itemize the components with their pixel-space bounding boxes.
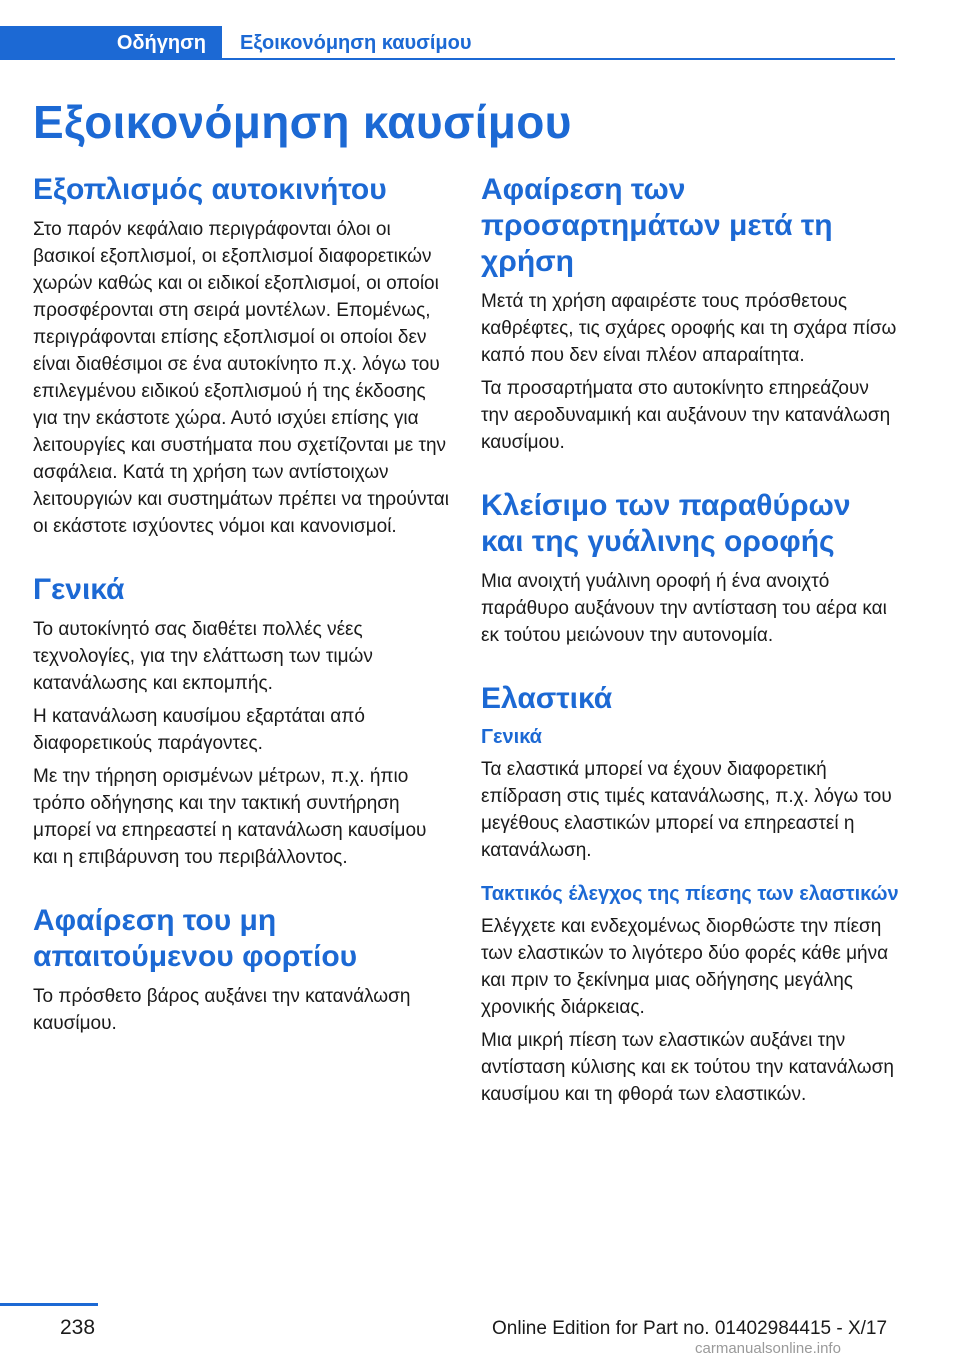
general-text-2: Η κατανάλωση καυσίμου εξαρτάται από διαφορετικούς παράγοντες. <box>33 706 365 754</box>
heading-general: Γενικά <box>33 573 125 606</box>
heading-equipment: Εξοπλισμός αυτοκινήτου <box>33 173 387 206</box>
heading-remove-attachments: Αφαίρεση των προσαρτημάτων μετά τη χρήση <box>481 173 833 278</box>
page-number: 238 <box>60 1316 96 1339</box>
remove-load-text: Το πρόσθετο βάρος αυξάνει την κατανάλωση καυσίμου. <box>33 986 411 1034</box>
attachments-text-2: Τα προσαρτήματα στο αυτοκίνητο επηρεάζουν την αεροδυναμική και αυξάνουν την κατανάλωση καυσίμου. <box>481 378 891 453</box>
general-text-1: Το αυτοκίνητό σας διαθέτει πολλές νέες τεχνολογίες, για την ελάττωση των τιμών κατανάλωσης και εκπομπής. <box>33 619 373 694</box>
heading-tyres-general: Γενικά <box>481 726 542 748</box>
tab-fuel-saving-label: Εξοικονόμηση καυσίμου <box>240 31 472 54</box>
tab-driving-label: Οδήγηση <box>116 31 206 54</box>
edition-note: Online Edition for Part no. 01402984415 - X/17 <box>492 1318 888 1339</box>
tab-underline <box>222 58 895 60</box>
page-title: Εξοικονόμηση καυσίμου <box>33 96 572 148</box>
tab-fuel-saving[interactable] <box>240 26 471 60</box>
attachments-text-1: Μετά τη χρήση αφαιρέστε τους πρόσθετους καθρέφτες, τις σχάρες οροφής και τη σχάρα πίσω καπό που δεν είναι πλέον απαραίτητα. <box>481 291 897 366</box>
tyres-text-3: Μια μικρή πίεση των ελαστικών αυξάνει την αντίσταση κύλισης και εκ τούτου την κατανάλωση καυσίμου και τη φθορά των ελαστικών. <box>481 1030 894 1105</box>
footer-rule <box>0 1303 98 1306</box>
tab-driving[interactable] <box>0 26 222 60</box>
right-column <box>481 172 899 1114</box>
windows-text: Μια ανοιχτή γυάλινη οροφή ή ένα ανοιχτό παράθυρο αυξάνουν την αντίσταση του αέρα και εκ τούτου μειώνουν την αυτονομία. <box>481 571 887 646</box>
equipment-text: Στο παρόν κεφάλαιο περιγράφονται όλοι οι βασικοί εξοπλισμοί, οι εξοπλισμοί διαφορετικών χωρών καθώς και οι ειδικοί εξοπλισμοί, οι οποίοι προσφέρονται στη σειρά μοντέλων. Επομένως, περιγράφονται επίσης εξοπλισμοί οι οποίοι δεν είναι διαθέσιμοι σε ένα αυτοκίνητο π.χ. λόγω του επιλεγμένου ειδικού εξοπλισμού ή της έκδοσης για την εκάστοτε χώρα. Αυτό ισχύει επίσης για λειτουργίες και συστήματα που σχετίζονται με την ασφάλεια. Κατά τη χρήση των αντίστοιχων λειτουργιών και συστημάτων πρέπει να τηρούνται οι εκάστοτε ισχύοντες νόμοι και κανονισμοί. <box>33 219 449 537</box>
tyres-text-2: Ελέγχετε και ενδεχομένως διορθώστε την πίεση των ελαστικών το λιγότερο δύο φορές κάθε μήνα και πριν το ξεκίνημα μιας οδήγησης μεγάλης χρονικής διάρκειας. <box>481 916 889 1018</box>
left-column <box>33 172 451 1043</box>
watermark: carmanualsonline.info <box>695 1340 841 1357</box>
general-text-3: Με την τήρηση ορισμένων μέτρων, π.χ. ήπιο τρόπο οδήγησης και την τακτική συντήρηση μπορεί να επηρεαστεί η κατανάλωση καυσίμου και η επιβάρυνση του περιβάλλοντος. <box>33 766 427 868</box>
heading-tyres: Ελαστικά <box>481 682 613 715</box>
heading-close-windows: Κλείσιμο των παραθύρων και της γυάλινης οροφής <box>481 489 851 558</box>
tyres-text-1: Τα ελαστικά μπορεί να έχουν διαφορετική επίδραση στις τιμές κατανάλωσης, π.χ. λόγω του μεγέθους ελαστικών μπορεί να επηρεαστεί η κατανάλωση. <box>481 759 892 861</box>
heading-remove-load: Αφαίρεση του μη απαιτούμενου φορτίου <box>33 904 358 973</box>
heading-tyre-pressure: Τακτικός έλεγχος της πίεσης των ελαστικών <box>481 883 899 905</box>
header-tab-bar <box>0 26 895 62</box>
